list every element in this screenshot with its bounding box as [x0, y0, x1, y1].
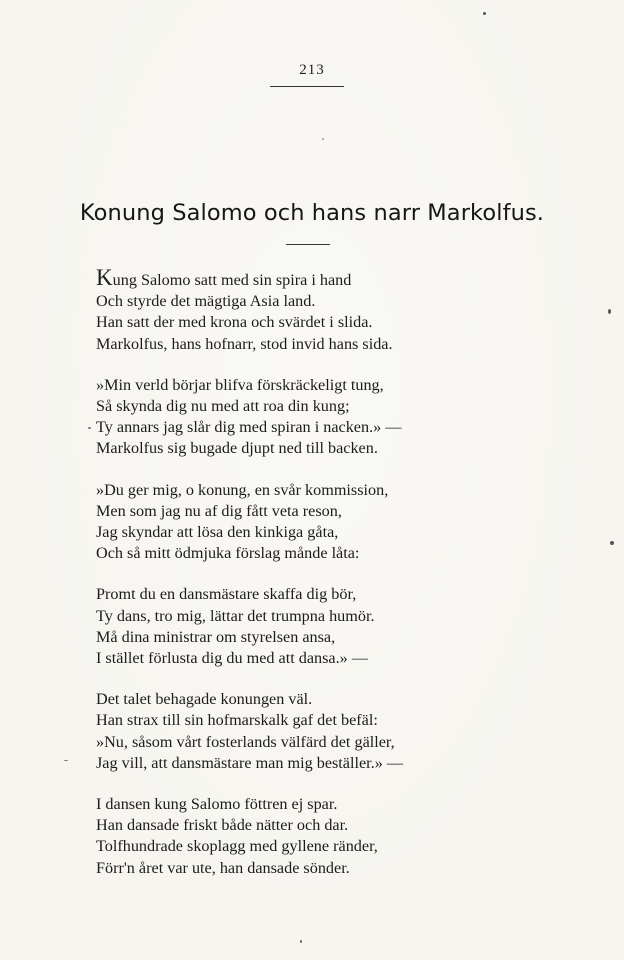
poem-line: Han satt der med krona och svärdet i slida. — [96, 313, 373, 332]
paper-speck — [610, 541, 614, 545]
poem-line: Promt du en dansmästare skaffa dig bör, — [96, 585, 357, 604]
title-rule — [286, 244, 330, 245]
poem-line: Jag skyndar att lösa den kinkiga gåta, — [96, 523, 339, 542]
poem-line: Han strax till sin hofmarskalk gaf det befäl: — [96, 711, 378, 730]
stanza-3 — [96, 480, 516, 565]
poem-line: Och så mitt ödmjuka förslag månde låta: — [96, 544, 360, 563]
drop-cap-initial: K — [96, 265, 113, 290]
stanza-2 — [96, 375, 516, 460]
poem-line: »Du ger mig, o konung, en svår kommission, — [96, 480, 389, 499]
poem-body — [96, 265, 516, 899]
stanza-6 — [96, 794, 516, 879]
poem-line: Han dansade friskt både nätter och dar. — [96, 816, 349, 835]
poem-line: Men som jag nu af dig fått veta reson, — [96, 501, 342, 520]
stanza-1 — [96, 265, 516, 355]
stanza-5 — [96, 689, 516, 774]
paper-speck — [483, 12, 486, 15]
poem-line: Tolfhundrade skoplagg med gyllene ränder, — [96, 837, 378, 856]
paper-speck — [88, 427, 91, 429]
poem-line: Så skynda dig nu med att roa din kung; — [96, 397, 350, 416]
paper-speck — [322, 138, 324, 140]
stanza-4 — [96, 584, 516, 669]
poem-line: Det talet behagade konungen väl. — [96, 690, 313, 709]
poem-line: Förr'n året var ute, han dansade sönder. — [96, 858, 350, 877]
poem-line: Markolfus sig bugade djupt ned till backen. — [96, 439, 378, 458]
poem-line: I stället förlusta dig du med att dansa.» — — [96, 649, 368, 668]
poem-line: Markolfus, hans hofnarr, stod invid hans sida. — [96, 334, 393, 353]
first-line-text: ung Salomo satt med sin spira i hand — [112, 271, 352, 289]
poem-line: Må dina ministrar om styrelsen ansa, — [96, 627, 336, 646]
poem-line: »Min verld börjar blifva förskräckeligt tung, — [96, 375, 384, 394]
poem-line: Och styrde det mägtiga Asia land. — [96, 292, 316, 311]
paper-speck — [64, 760, 68, 761]
poem-line: Jag vill, att dansmästare man mig beställer.» — — [96, 753, 404, 772]
page-number-rule — [270, 86, 344, 87]
poem-title: Konung Salomo och hans narr Markolfus. — [79, 200, 545, 226]
poem-line — [96, 265, 516, 291]
paper-speck — [300, 940, 302, 943]
poem-line: »Nu, såsom vårt fosterlands välfärd det gäller, — [96, 732, 395, 751]
poem-line: I dansen kung Salomo föttren ej spar. — [96, 795, 338, 814]
poem-line: Ty annars jag slår dig med spiran i nacken.» — — [96, 418, 402, 437]
page-number: 213 — [299, 62, 325, 78]
paper-speck — [608, 309, 611, 314]
poem-line: Ty dans, tro mig, lättar det trumpna humör. — [96, 606, 375, 625]
